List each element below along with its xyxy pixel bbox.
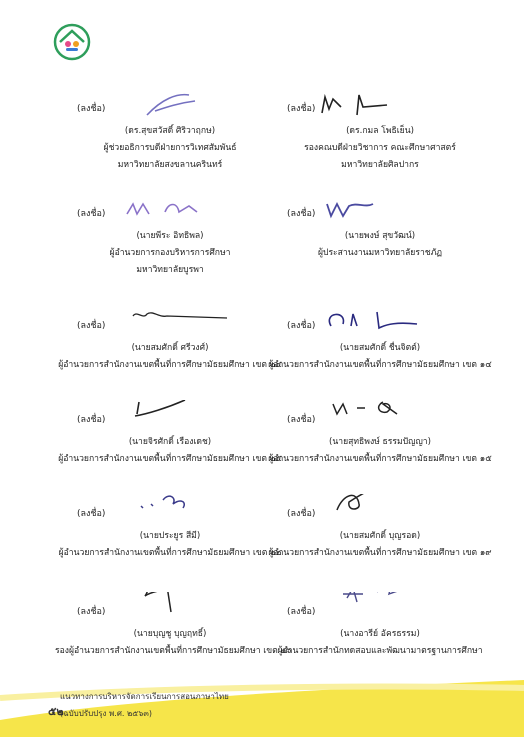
- signatory-position: ผู้อำนวยการกองบริหารการศึกษา: [109, 248, 231, 258]
- signatory-position: รองผู้อำนวยการสำนักงานเขตพื้นที่การศึกษามัธยมศึกษา เขต ๒๖: [55, 646, 292, 656]
- signatory-name: (นายสมศักดิ์ บุญรอด): [339, 531, 421, 541]
- signatory-position: ผู้ประสานงานมหาวิทยาลัยราชภัฏ: [317, 248, 443, 258]
- handwritten-signature-icon: [317, 494, 437, 524]
- organization-logo-icon: [52, 22, 92, 62]
- sign-label: (ลงชื่อ): [287, 321, 316, 331]
- signatory-name: (นางอารีย์ อัครธรรม): [340, 629, 420, 639]
- signature-block-4: [265, 200, 495, 259]
- sign-label: (ลงชื่อ): [77, 321, 106, 331]
- sign-label: (ลงชื่อ): [77, 209, 106, 219]
- footer-text: [60, 690, 229, 724]
- handwritten-signature-icon: [107, 400, 227, 430]
- handwritten-signature-icon: [317, 400, 437, 430]
- signatory-name: (ดร.สุขสวัสดิ์ ศิริวาฤกษ): [124, 126, 216, 136]
- signatory-name: (นายพงษ์ สุขวัฒน์): [344, 231, 416, 241]
- signature-block-10: [265, 500, 495, 559]
- sign-label: (ลงชื่อ): [77, 509, 106, 519]
- handwritten-signature-icon: [107, 89, 227, 119]
- signature-block-12: [265, 598, 495, 657]
- sign-label: (ลงชื่อ): [287, 607, 316, 617]
- sign-label: (ลงชื่อ): [287, 104, 316, 114]
- signature-block-1: [55, 95, 285, 171]
- signatory-name: (นายสมศักดิ์ ศรีวงศ์): [131, 343, 209, 353]
- handwritten-signature-icon: [107, 194, 227, 224]
- signatory-position: ผู้ช่วยอธิการบดีฝ่ายการวิเทศสัมพันธ์: [103, 143, 237, 153]
- signatory-name: (นายสุทธิพงษ์ ธรรมปัญญา): [329, 437, 431, 447]
- signature-block-11: [55, 598, 292, 657]
- page-number: ๕๒: [48, 705, 64, 718]
- signatory-position: ผู้อำนวยการสำนักงานเขตพื้นที่การศึกษามัธยมศึกษา เขต ๒๔: [58, 360, 282, 370]
- signature-block-6: [265, 312, 495, 371]
- handwritten-signature-icon: [317, 89, 437, 119]
- signature-block-2: [265, 95, 495, 171]
- sign-label: (ลงชื่อ): [287, 209, 316, 219]
- signatory-position: ผู้อำนวยการสำนักงานเขตพื้นที่การศึกษามัธยมศึกษา เขต ๒๒: [58, 548, 282, 558]
- signature-block-5: [55, 312, 285, 371]
- sign-label: (ลงชื่อ): [77, 415, 106, 425]
- signatory-position: มหาวิทยาลัยศิลปากร: [341, 160, 419, 170]
- signatory-position: ผู้อำนวยการสำนักงานเขตพื้นที่การศึกษามัธยมศึกษา เขต ๑๔: [268, 360, 492, 370]
- signatory-position: ผู้อำนวยการสำนักทดสอบและพัฒนามาตรฐานการศึกษา: [277, 646, 483, 656]
- signatory-position: รองคณบดีฝ่ายวิชาการ คณะศึกษาศาสตร์: [304, 143, 456, 153]
- signatory-name: (ดร.กมล โพธิเย็น): [346, 126, 414, 136]
- signatory-position: ผู้อำนวยการสำนักงานเขตพื้นที่การศึกษามัธยมศึกษา เขต ๒๕: [58, 454, 282, 464]
- signature-block-3: [55, 200, 285, 276]
- signature-block-9: [55, 500, 285, 559]
- footer-title: แนวทางการบริหารจัดการเรียนการสอนภาษาไทย: [60, 692, 229, 701]
- signatory-name: (นายบุญชู บุญฤทธิ์): [133, 629, 207, 639]
- footer-edition: (ฉบับปรับปรุง พ.ศ. ๒๕๖๓): [60, 709, 152, 718]
- sign-label: (ลงชื่อ): [287, 509, 316, 519]
- sign-label: (ลงชื่อ): [287, 415, 316, 425]
- signatory-position: ผู้อำนวยการสำนักงานเขตพื้นที่การศึกษามัธยมศึกษา เขต ๑๕: [268, 454, 492, 464]
- sign-label: (ลงชื่อ): [77, 104, 106, 114]
- signatory-position: มหาวิทยาลัยสงขลานครินทร์: [117, 160, 223, 170]
- sign-label: (ลงชื่อ): [77, 607, 106, 617]
- handwritten-signature-icon: [317, 194, 437, 224]
- signature-block-7: [55, 406, 285, 465]
- handwritten-signature-icon: [317, 592, 457, 622]
- handwritten-signature-icon: [317, 306, 457, 336]
- signatory-position: มหาวิทยาลัยบูรพา: [136, 265, 204, 275]
- signatory-name: (นายจิรศักดิ์ เรืองเดช): [128, 437, 212, 447]
- signatory-position: ผู้อำนวยการสำนักงานเขตพื้นที่การศึกษามัธยมศึกษา เขต ๑๙: [268, 548, 492, 558]
- handwritten-signature-icon: [107, 592, 237, 632]
- signatory-name: (นายประยูร สีมี): [139, 531, 201, 541]
- signature-block-8: [265, 406, 495, 465]
- handwritten-signature-icon: [107, 494, 227, 524]
- handwritten-signature-icon: [107, 306, 247, 336]
- signatory-name: (นายสมศักดิ์ ชื่นจิตต์): [339, 343, 421, 353]
- signatory-name: (นายพีระ อิทธิพล): [136, 231, 204, 241]
